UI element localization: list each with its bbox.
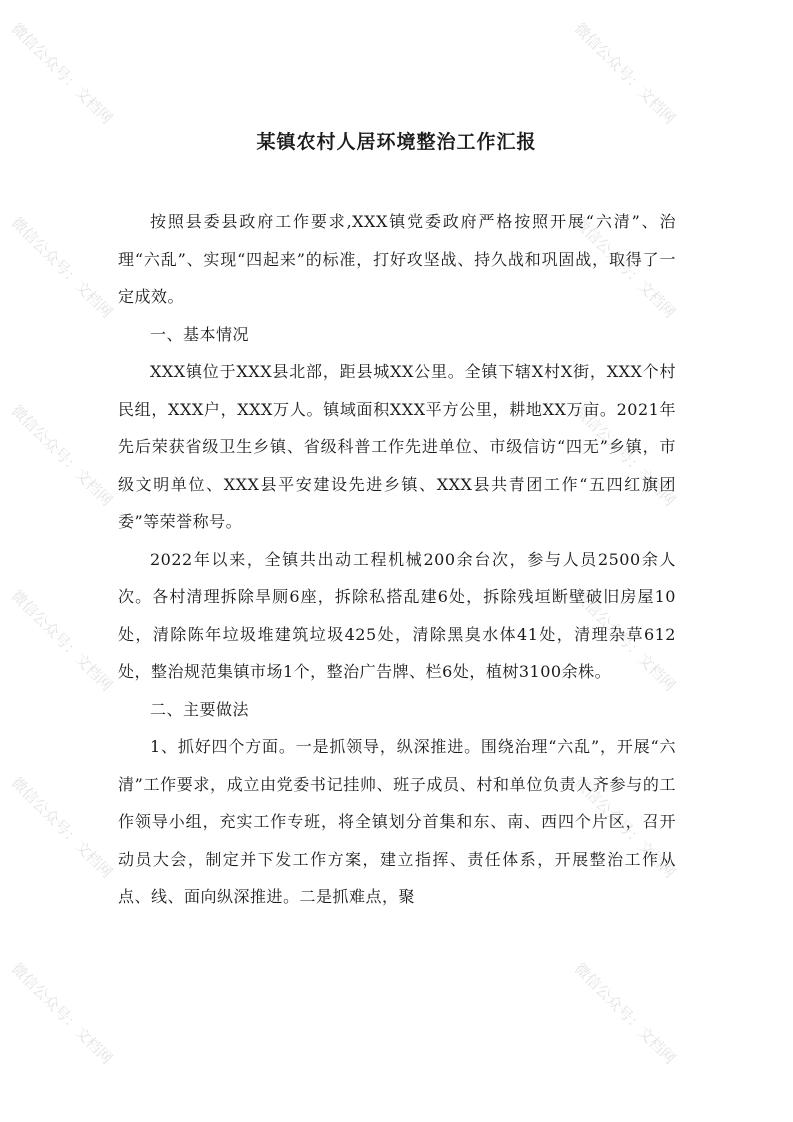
- watermark-text: 微信公众号：文档网: [7, 401, 117, 510]
- document-title: 某镇农村人居环境整治工作汇报: [256, 131, 537, 153]
- section-heading-methods: 二、主要做法: [150, 699, 250, 719]
- paragraph-basic-info: XXX镇位于XXX县北部，距县城XX公里。全镇下辖X村X街，XXX个村民组，XXX户，XXX万人。镇域面积XXX平方公里，耕地XX万亩。2021年先后荣获省级卫生乡镇、省级科普工作先进单位、市级信访“四无”乡镇，市级文明单位、XXX县平安建设先进乡镇、XXX县共青团工作“五四红旗团委”等荣誉称号。: [118, 362, 676, 531]
- watermark-text: 微信公众号：文档网: [570, 959, 680, 1068]
- watermark-text: 微信公众号：文档网: [7, 773, 117, 882]
- watermark-text: 微信公众号：文档网: [7, 586, 117, 695]
- watermark-text: 微信公众号：文档网: [7, 959, 117, 1068]
- watermark-text: 微信公众号：文档网: [570, 586, 680, 695]
- section-heading-basic: 一、基本情况: [150, 324, 250, 344]
- watermark-text: 微信公众号：文档网: [570, 19, 680, 128]
- watermark-text: 微信公众号：文档网: [7, 19, 117, 128]
- paragraph-methods-1: 1、抓好四个方面。一是抓领导，纵深推进。围绕治理“六乱”，开展“六清”工作要求，成立由党委书记挂帅、班子成员、村和单位负责人齐参与的工作领导小组，充实工作专班，将全镇划分首集和东、南、西四个片区，召开动员大会，制定并下发工作方案，建立指挥、责任体系，开展整治工作从点、线、面向纵深推进。二是抓难点，聚: [118, 737, 676, 906]
- watermark-text: 微信公众号：文档网: [570, 773, 680, 882]
- document-body: [118, 203, 676, 916]
- watermark-text: 微信公众号：文档网: [7, 213, 117, 322]
- paragraph-achievements: 2022年以来，全镇共出动工程机械200余台次，参与人员2500余人次。各村清理拆除旱厕6座，拆除私搭乱建6处，拆除残垣断壁破旧房屋10处，清除陈年垃圾堆建筑垃圾425处，清除黑臭水体41处，清理杂草612处，整治规范集镇市场1个，整治广告牌、栏6处，植树3100余株。: [118, 549, 676, 681]
- watermark-text: 微信公众号：文档网: [570, 401, 680, 510]
- paragraph-intro: 按照县委县政府工作要求,XXX镇党委政府严格按照开展“六清”、治理“六乱”、实现“四起来”的标准，打好攻坚战、持久战和巩固战，取得了一定成效。: [118, 212, 676, 306]
- watermark-text: 微信公众号：文档网: [570, 213, 680, 322]
